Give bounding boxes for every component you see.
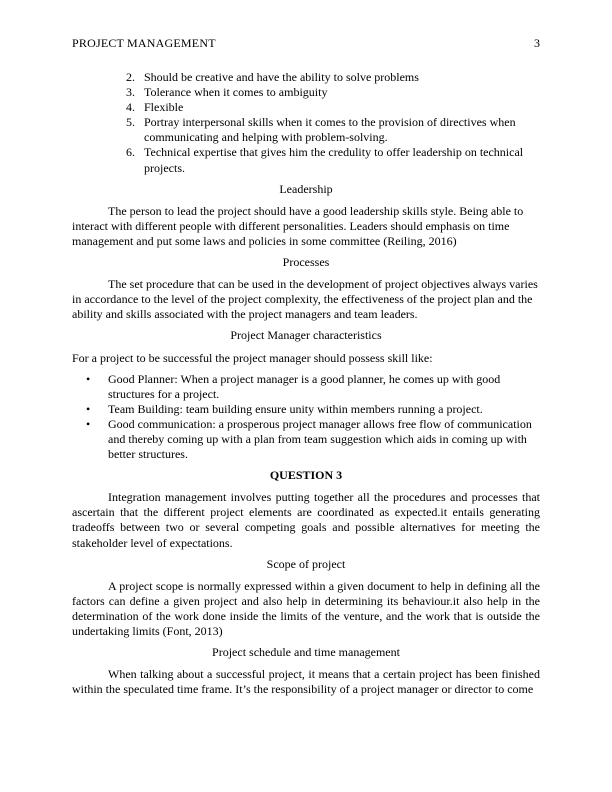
list-number: 6. [126,145,135,160]
pm-characteristics-heading: Project Manager characteristics [230,328,382,343]
list-text: Flexible [144,100,184,115]
bullet-text: Good Planner: When a project manager is a good planner, he comes up with good structures for a project. [108,371,501,401]
list-item [72,115,540,145]
bullet-item [72,372,540,402]
list-item [72,145,540,175]
integration-paragraph: Integration management involves putting together all the procedures and processes that ascertain that the different project elements are coordinated as expected.it entails generating tradeoffs between two or several competing goals and possible alternatives for meeting the stakeholder level of expectations. [72,490,540,550]
leadership-heading: Leadership [279,181,333,196]
bullet-text: Good communication: a prosperous project manager allows free flow of communication and thereby coming up with a plan from team suggestion which aids in coming up with better structures. [108,416,532,462]
bullet-list [72,372,540,463]
processes-paragraph: The set procedure that can be used in the development of project objectives always varies in accordance to the level of the project complexity, the effectiveness of the project plan and the ability and skills associated with the project managers and team leaders. [72,277,538,322]
running-head: PROJECT MANAGEMENT [72,36,216,50]
bullet-item [72,417,540,462]
scope-heading: Scope of project [266,556,346,571]
page-body [72,70,540,703]
bullet-text: Team Building: team building ensure unity within members running a project. [108,401,483,416]
list-item [72,85,540,100]
list-number: 3. [126,85,135,100]
bullet-symbol: • [86,371,91,386]
leadership-paragraph: The person to lead the project should have a good leadership skills style. Being able to interact with different people with different personalities. Leaders should emphasis on time management and put some laws and policies in some committee (Reiling, 2016) [72,203,524,248]
scope-paragraph: A project scope is normally expressed within a given document to help in defining all the factors can define a given project and also help in determining its behaviour.it also help in the determination of the work done inside the limits of the venture, and the work that is outside the undertaking limits (Font, 2013) [72,578,540,638]
pm-characteristics-intro: For a project to be successful the project manager should possess skill like: [72,350,433,365]
list-text: Portray interpersonal skills when it comes to the provision of directives when communicating and helping with problem-solving. [144,115,516,145]
bullet-symbol: • [86,401,91,416]
bullet-symbol: • [86,416,91,431]
list-number: 5. [126,115,135,130]
list-text: Should be creative and have the ability to solve problems [144,70,419,84]
page-number: 3 [534,36,540,50]
list-item [72,70,540,85]
question-3-heading: QUESTION 3 [269,468,343,483]
list-item [72,100,540,115]
schedule-heading: Project schedule and time management [212,645,400,660]
processes-heading: Processes [282,255,330,270]
bullet-item [72,402,540,417]
numbered-list [72,70,540,176]
schedule-paragraph: When talking about a successful project, it means that a certain project has been finished within the speculated time frame. It’s the responsibility of a project manager or director to come [72,667,540,697]
list-number: 2. [126,70,135,84]
list-text: Tolerance when it comes to ambiguity [144,85,328,100]
list-number: 4. [126,100,135,115]
list-text: Technical expertise that gives him the credulity to offer leadership on technical projects. [144,145,524,175]
